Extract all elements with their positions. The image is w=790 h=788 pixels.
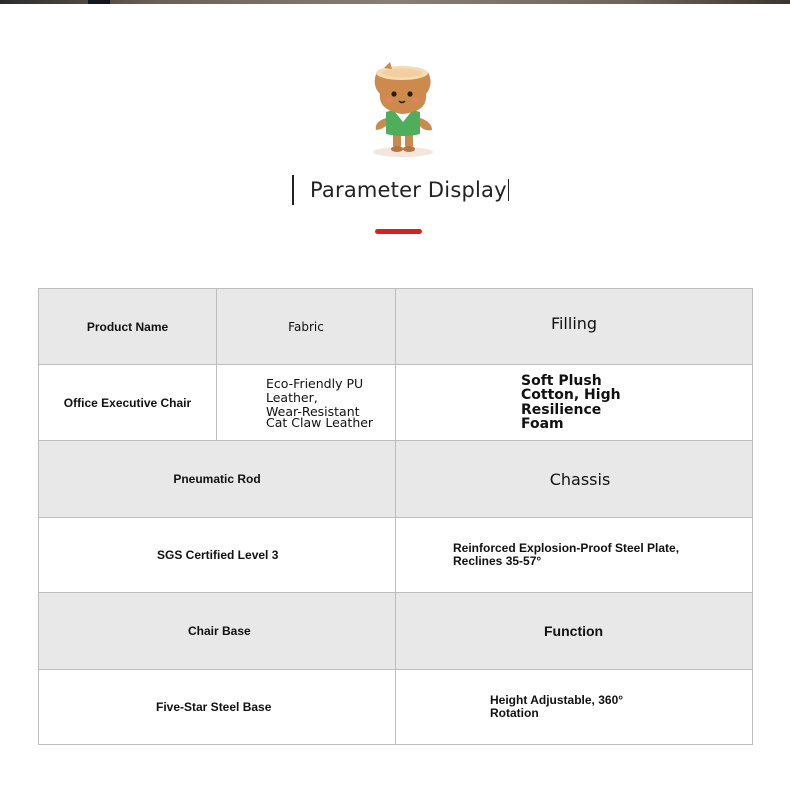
table-row-header-3	[39, 593, 753, 670]
chassis-value-cell	[396, 518, 753, 593]
function-label-cell	[396, 593, 753, 670]
function-value-cell	[396, 670, 753, 745]
fabric-label: Fabric	[217, 289, 396, 365]
fabric-value: Eco-Friendly PU Leather, Wear-Resistant Cat Claw Leather	[266, 376, 374, 430]
product-name-value: Office Executive Chair	[39, 365, 217, 441]
chair-base-value: Five-Star Steel Base	[39, 670, 396, 745]
filling-value-cell	[396, 365, 753, 441]
chair-base-label: Chair Base	[39, 593, 396, 670]
table-row-header-1	[39, 289, 753, 365]
fabric-value-cell	[217, 365, 396, 441]
filling-label-cell	[396, 289, 753, 365]
title-caret	[508, 179, 510, 201]
chassis-label-cell	[396, 441, 753, 518]
pneumatic-rod-label: Pneumatic Rod	[39, 441, 396, 518]
filling-label: Filling	[550, 314, 598, 333]
chassis-label: Chassis	[549, 469, 611, 489]
title-underline-accent	[375, 229, 422, 234]
filling-value: Soft Plush Cotton, High Resilience Foam	[521, 373, 621, 432]
table-row-values-2	[39, 518, 753, 593]
section-title	[292, 172, 509, 208]
top-banner-edge	[0, 0, 790, 4]
tree-stump-mascot-icon	[362, 60, 442, 160]
product-name-label: Product Name	[39, 289, 217, 365]
function-label: Function	[544, 623, 604, 639]
table-row-header-2	[39, 441, 753, 518]
table-row-values-3	[39, 670, 753, 745]
title-left-bar	[292, 175, 294, 205]
chassis-value: Reinforced Explosion-Proof Steel Plate, Reclines 35-57°	[453, 541, 680, 568]
pneumatic-rod-value: SGS Certified Level 3	[39, 518, 396, 593]
function-value: Height Adjustable, 360° Rotation	[490, 693, 624, 720]
table-row-values-1	[39, 365, 753, 441]
parameter-table	[38, 288, 753, 745]
page-title: Parameter Display	[310, 178, 507, 202]
